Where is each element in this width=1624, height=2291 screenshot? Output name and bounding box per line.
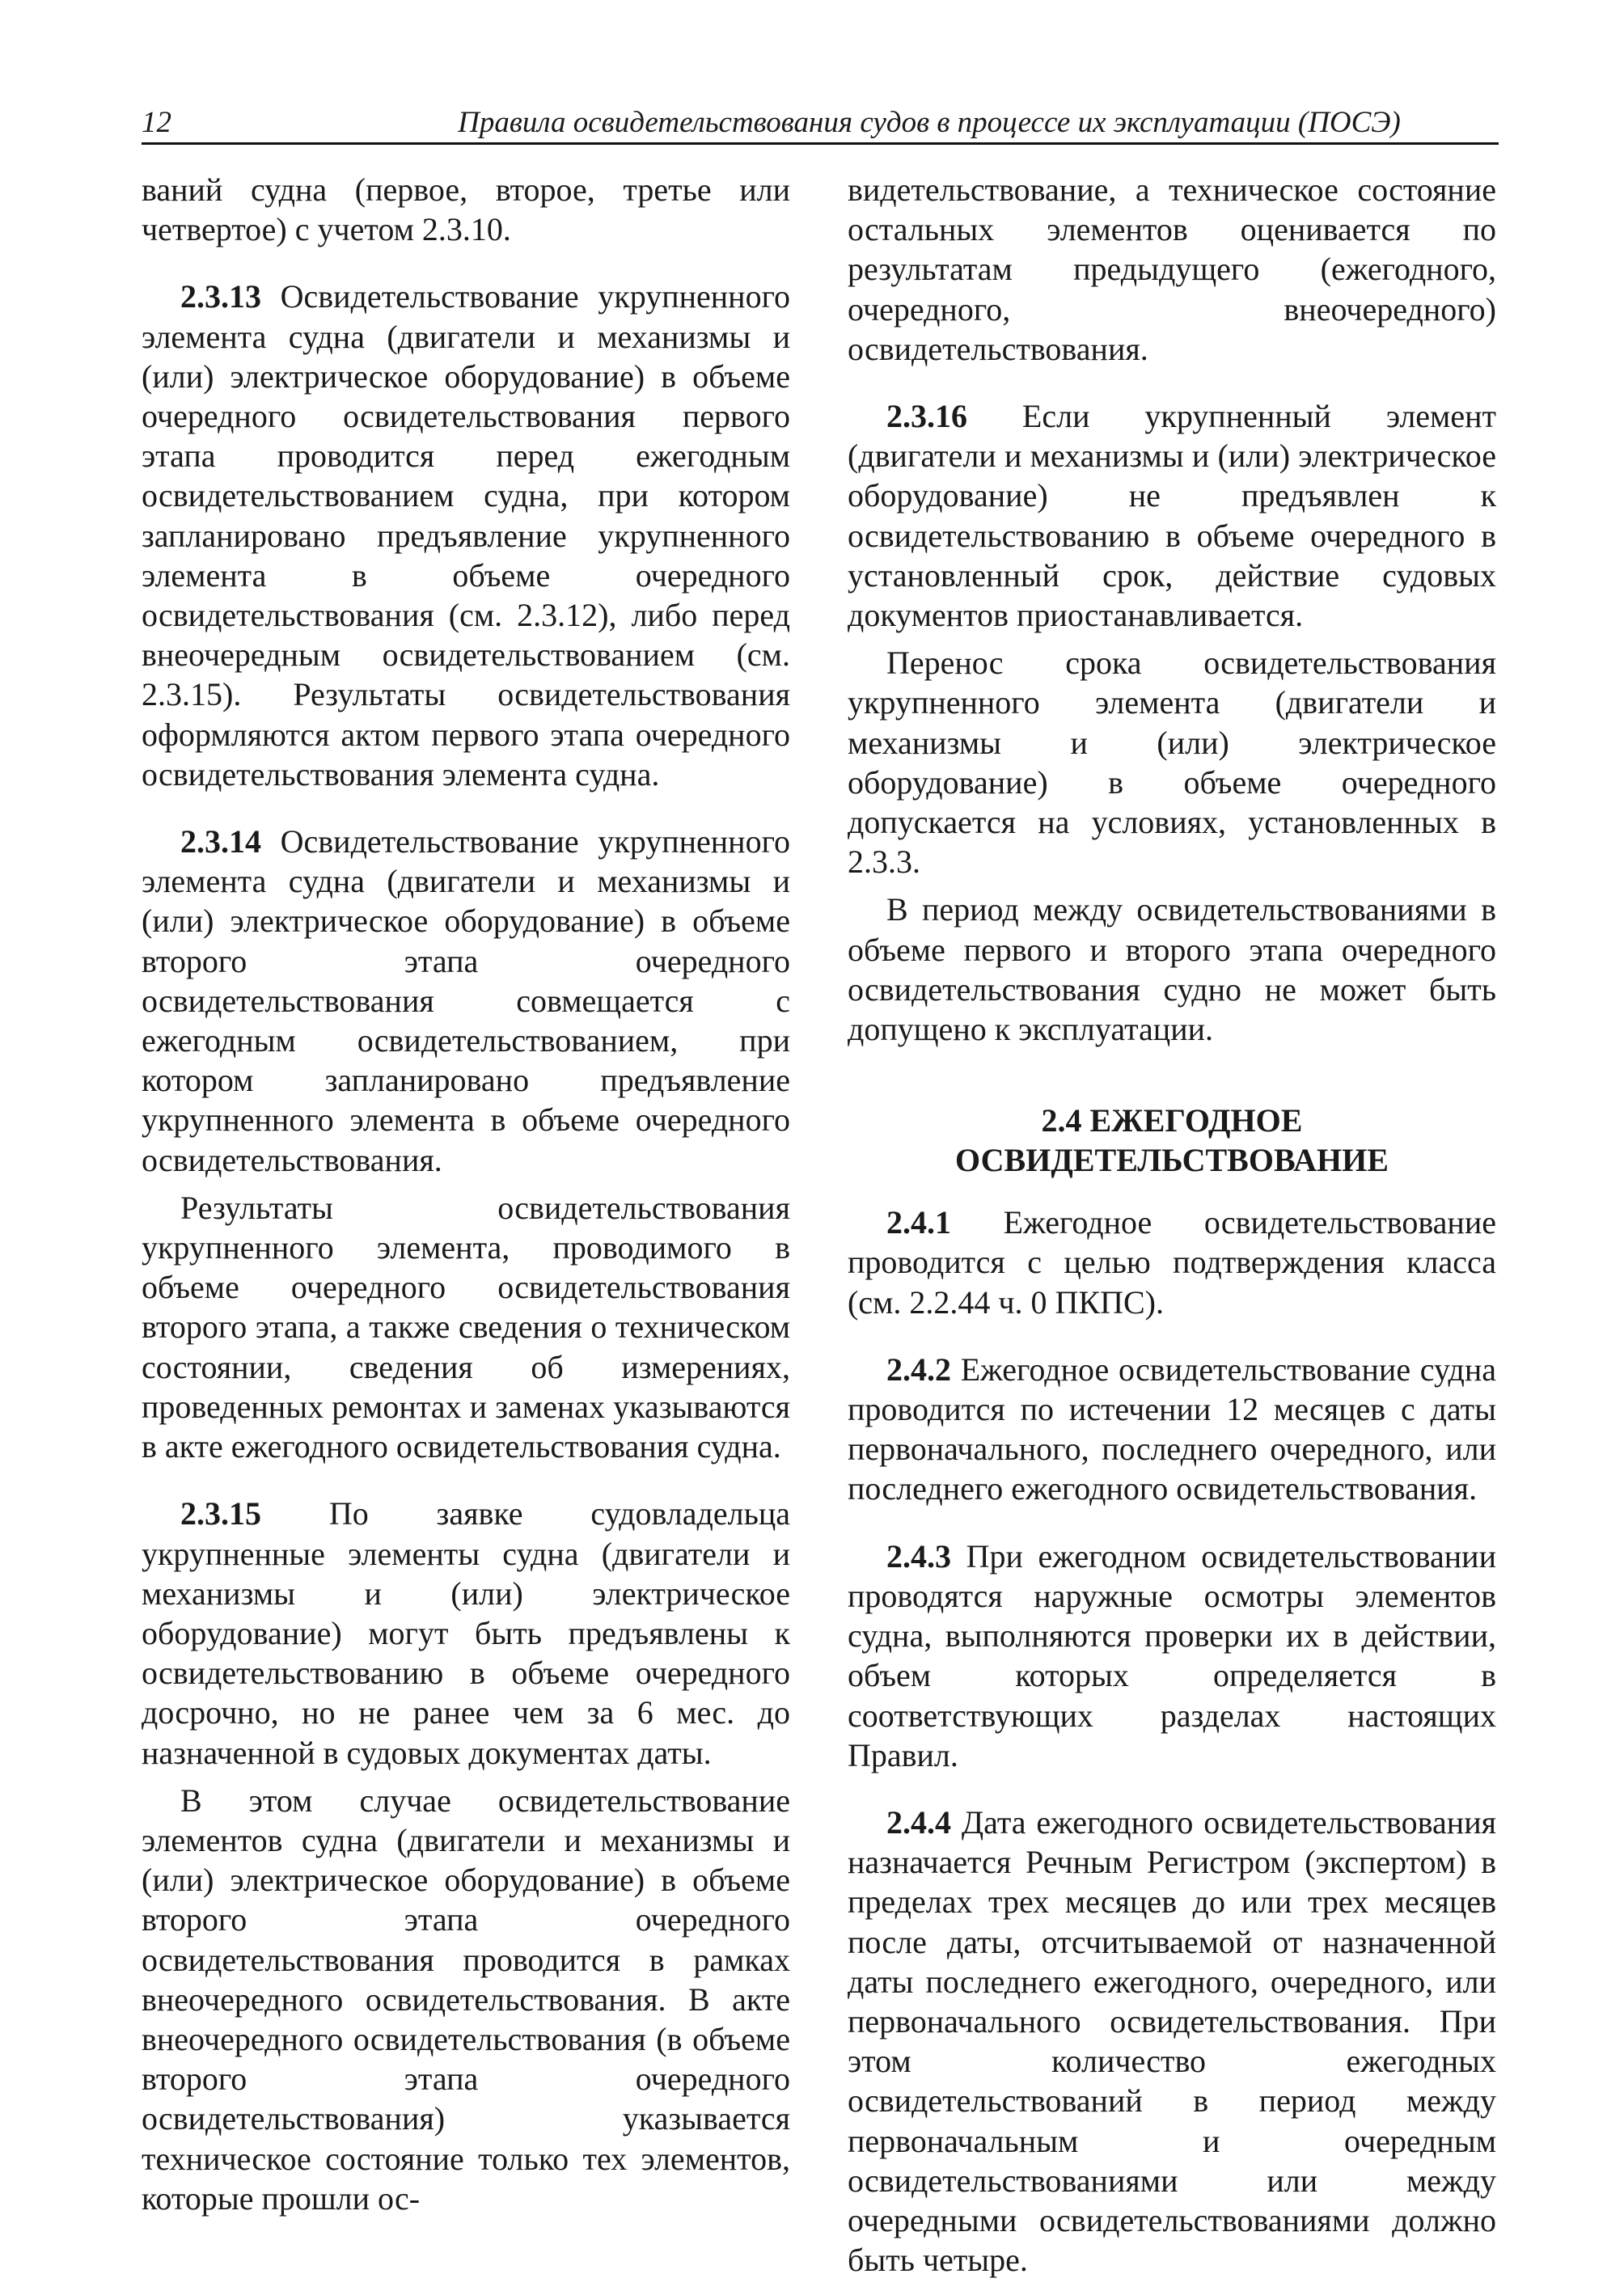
- clause-text: По заявке судовладельца укрупненные элементы судна (двигатели и механизмы и (или) электрическое оборудование) могут быть предъявлены к освидетельствованию в объеме очередного досрочно, но не ранее чем за 6 мес. до назначенной в судовых документах даты.: [142, 1495, 790, 1771]
- paragraph: В период между освидетельствованиями в объеме первого и второго этапа очередного освидетельствования судно не может быть допущено к эксплуатации.: [848, 891, 1496, 1048]
- paragraph-continuation: видетельствование, а техническое состояние остальных элементов оценивается по результатам предыдущего (ежегодного, очередного, внеочередного) освидетельствования.: [848, 171, 1496, 367]
- page-header: [142, 104, 1499, 145]
- clause-number: 2.3.13: [180, 278, 261, 315]
- clause-2-4-3: [848, 1536, 1496, 1775]
- clause-text: При ежегодном освидетельствовании проводятся наружные осмотры элементов судна, выполняются проверки их в действии, объем которых определяется в соответствующих разделах настоящих Правил.: [848, 1537, 1496, 1773]
- left-column: [142, 170, 790, 2218]
- paragraph: Результаты освидетельствования укрупненного элемента, проводимого в объеме очередного освидетельствования второго этапа, а также сведения о техническом состоянии, сведения об измерениях, проведенных ремонтах и заменах указываются в акте ежегодного освидетельствования судна.: [142, 1189, 790, 1465]
- clause-number: 2.3.14: [180, 823, 261, 860]
- section-heading-line: ОСВИДЕТЕЛЬСТВОВАНИЕ: [955, 1142, 1389, 1179]
- running-title: Правила освидетельствования судов в процессе их эксплуатации (ПОСЭ): [458, 106, 1401, 139]
- clause-2-3-13: [142, 277, 790, 794]
- clause-number: 2.4.4: [886, 1803, 951, 1841]
- clause-number: 2.4.3: [886, 1537, 951, 1575]
- clause-2-3-14: [142, 822, 790, 1180]
- clause-text: Ежегодное освидетельствование проводится с целью подтверждения класса (см. 2.2.44 ч. 0 ПКПС).: [848, 1204, 1496, 1321]
- clause-2-4-1: [848, 1203, 1496, 1322]
- paragraph-continuation: ваний судна (первое, второе, третье или четвертое) с учетом 2.3.10.: [142, 171, 790, 248]
- clause-text: Ежегодное освидетельствование судна проводится по истечении 12 месяцев с даты первоначального, последнего очередного, или последнего ежегодного освидетельствования.: [848, 1351, 1496, 1507]
- section-heading-2-4: [848, 1101, 1496, 1180]
- section-heading-line: 2.4 ЕЖЕГОДНОЕ: [1041, 1102, 1303, 1139]
- clause-number: 2.3.15: [180, 1495, 261, 1532]
- page-number: 12: [142, 106, 171, 139]
- paragraph: Перенос срока освидетельствования укрупненного элемента (двигатели и механизмы и (или) электрическое оборудование) в объеме очередного допускается на условиях, установленных в 2.3.3.: [848, 645, 1496, 881]
- clause-text: Освидетельствование укрупненного элемента судна (двигатели и механизмы и (или) электрическое оборудование) в объеме второго этапа очередного освидетельствования совмещается с ежегодным освидетельствованием, при котором запланировано предъявление укрупненного элемента в объеме очередного освидетельствования.: [142, 823, 790, 1178]
- clause-2-4-4: [848, 1803, 1496, 2280]
- clause-2-3-16: [848, 396, 1496, 635]
- clause-2-3-15: [142, 1494, 790, 1772]
- clause-text: Если укрупненный элемент (двигатели и механизмы и (или) электрическое оборудование) не предъявлен к освидетельствованию в объеме очередного в установленный срок, действие судовых документов приостанавливается.: [848, 398, 1496, 634]
- clause-number: 2.4.2: [886, 1351, 951, 1388]
- clause-number: 2.4.1: [886, 1204, 951, 1241]
- right-column: [848, 170, 1496, 2280]
- clause-text: Освидетельствование укрупненного элемента судна (двигатели и механизмы и (или) электрическое оборудование) в объеме очередного освидетельствования первого этапа проводится перед ежегодным освидетельствованием судна, при котором запланировано предъявление укрупненного элемента в объеме очередного освидетельствования (см. 2.3.12), либо перед внеочередным освидетельствованием (см. 2.3.15). Результаты освидетельствования оформляются актом первого этапа очередного освидетельствования элемента судна.: [142, 278, 790, 793]
- clause-text: Дата ежегодного освидетельствования назначается Речным Регистром (экспертом) в пределах трех месяцев до или трех месяцев после даты, отсчитываемой от назначенной даты последнего ежегодного, очередного, или первоначального освидетельствования. При этом количество ежегодных освидетельствований в период между первоначальным и очередным освидетельствованиями или между очередными освидетельствованиями должно быть четыре.: [848, 1803, 1496, 2279]
- clause-2-4-2: [848, 1350, 1496, 1509]
- paragraph: В этом случае освидетельствование элементов судна (двигатели и механизмы и (или) электрическое оборудование) в объеме второго этапа очередного освидетельствования проводится в рамках внеочередного освидетельствования. В акте внеочередного освидетельствования (в объеме второго этапа очередного освидетельствования) указывается техническое состояние только тех элементов, которые прошли ос-: [142, 1782, 790, 2217]
- clause-number: 2.3.16: [886, 398, 967, 435]
